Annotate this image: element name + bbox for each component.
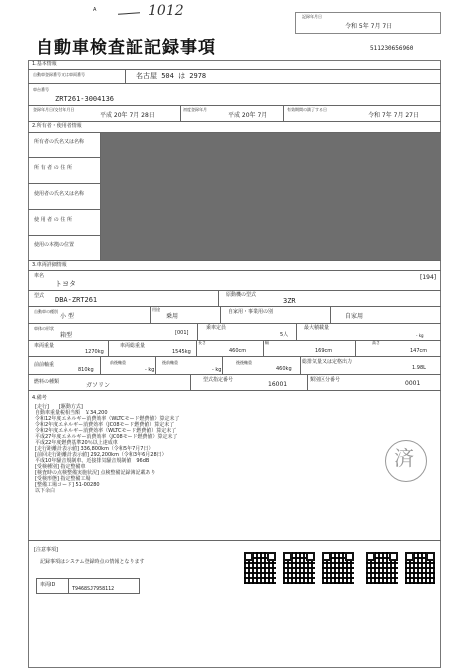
remark-line: 平成22年度燃費基準20％以上達成車	[35, 440, 118, 446]
ff-value: 810kg	[78, 367, 94, 373]
strike-mark	[118, 12, 140, 15]
model-label: 型式	[34, 293, 45, 299]
weight-label: 車両重量	[34, 343, 55, 349]
rr-label: 後後軸重	[236, 360, 252, 365]
remark-line: [走行距離計表示値] 336,800km（令和5年7月7日）	[35, 446, 154, 452]
remark-line: [前回走行距離計表示値] 292,200km（令和3年6月28日）	[35, 452, 167, 458]
gross-label: 車両総重量	[120, 343, 146, 349]
owner-row-1: 所有者の氏名又は名称	[34, 139, 85, 145]
first-reg-value: 平成 20年 7月 28日	[100, 112, 155, 119]
max-load-label: 最大積載量	[304, 325, 330, 331]
remark-line: [受検形態] 指定整備工場	[35, 476, 91, 482]
remark-line: [走行] [駆動方式]	[35, 404, 83, 410]
rr-value: 460kg	[276, 366, 292, 372]
remark-line: [整備工場コード] 51-00280	[35, 482, 100, 488]
expiry-label: 有効期間の満了する日	[287, 107, 327, 112]
first-year-value: 平成 20年 7月	[228, 112, 268, 119]
rf-label: 後前軸重	[162, 360, 178, 365]
body-label: 車体の形状	[34, 326, 54, 331]
width-value: 169cm	[315, 348, 333, 354]
fuel-label: 燃料の種類	[34, 379, 60, 385]
rf-value: - kg	[212, 367, 222, 373]
small-mark: A	[93, 7, 97, 13]
car-id-value: T9468SJ7958112	[72, 586, 115, 592]
type-num-label: 型式指定番号	[203, 377, 234, 383]
remark-line: 令和2年度エネルギー消費効率（JC08モード燃費値）算定未了	[35, 422, 175, 428]
qr-code-5	[405, 552, 435, 584]
length-value: 460cm	[229, 348, 247, 354]
weight-value: 1270kg	[85, 349, 104, 355]
qr-code-4	[366, 552, 398, 584]
remark-line: [受検種別] 指定整備車	[35, 464, 86, 470]
class-num-label: 類別区分番号	[310, 377, 341, 383]
first-year-label: 初度登録年月	[183, 107, 207, 112]
fr-label: 前後軸重	[110, 360, 126, 365]
qr-code-1	[244, 552, 276, 584]
reg-value: 名古屋 504 は 2978	[136, 72, 207, 80]
section-owner-title: 2.所有者・使用者情報	[32, 123, 82, 129]
biz-value: 自家用	[345, 313, 364, 320]
section-vehicle-title: 3.車両詳細情報	[32, 262, 67, 268]
engine-label: 原動機の型式	[226, 292, 257, 298]
record-date-label: 記録年月日	[302, 14, 322, 19]
remark-line: 自動車重量税相当額 ￥34,200	[35, 410, 108, 416]
redacted-owner-info	[101, 133, 441, 260]
section-basic-title: 1.基本情報	[32, 61, 57, 67]
owner-row-5: 使用の本拠の位置	[34, 242, 75, 248]
stamp-char: 済	[394, 446, 414, 470]
class-num-value: 0001	[405, 380, 421, 387]
qr-code-2	[283, 552, 315, 584]
biz-label: 自家用・事業用の別	[228, 309, 274, 315]
vin-label: 車台番号	[33, 87, 49, 92]
body-value: 箱型	[60, 332, 73, 339]
remark-line: [検査時の点検整備実施状況] 点検整備記録簿記載あり	[35, 470, 156, 476]
doc-number: 511230656960	[370, 45, 414, 52]
capacity-value: 5人	[280, 332, 289, 338]
notes-title: [注意事項]	[34, 547, 58, 553]
length-label: 長さ	[198, 340, 206, 345]
handwritten-number: 1012	[148, 3, 184, 19]
expiry-value: 令和 7年 7月 27日	[368, 112, 419, 119]
notes-text: 記録事項はシステム登録時点の情報となります	[40, 559, 145, 565]
first-reg-label: 登録年月日/交付年月日	[33, 107, 75, 112]
fuel-value: ガソリン	[86, 382, 111, 389]
remark-line: 平成27年度エネルギー消費効率（JC08モード燃費値）算定未了	[35, 434, 178, 440]
capacity-label: 乗車定員	[206, 325, 227, 331]
kind-value: 小 型	[60, 313, 74, 320]
remark-line: 平成10年騒音規制車、近接排気騒音規制値 96dB	[35, 458, 150, 464]
model-value: DBA-ZRT261	[55, 296, 98, 304]
vin-value: ZRT261-3004136	[55, 95, 115, 103]
height-value: 147cm	[410, 348, 428, 354]
use-label: 用途	[152, 307, 160, 312]
ff-label: 前前軸重	[34, 362, 55, 368]
remark-line: 令和12年度エネルギー消費効率（WLTCモード燃費値）算定未了	[35, 416, 180, 422]
engine-value: 3ZR	[283, 297, 296, 305]
section-remarks-title: 4.備考	[32, 395, 47, 401]
record-date: 令和 5年 7月 7日	[345, 23, 393, 30]
maker-code: [194]	[420, 274, 437, 281]
owner-row-3: 使用者の氏名又は名称	[34, 191, 85, 197]
width-label: 幅	[265, 340, 269, 345]
kind-label: 自動車の種別	[34, 309, 58, 314]
maker-label: 車名	[34, 273, 45, 279]
qr-code-3	[322, 552, 354, 584]
gross-value: 1545kg	[172, 349, 191, 355]
remark-line: 以下余白	[35, 488, 56, 494]
reg-label: 自動車登録番号又は車両番号	[33, 72, 85, 77]
max-load-value: - kg	[416, 333, 424, 338]
height-label: 高さ	[372, 340, 380, 345]
use-value: 乗用	[166, 313, 179, 320]
displacement-value: 1.98L	[412, 365, 426, 371]
remark-line: 令和2年度エネルギー消費効率（WLTCモード燃費値）算定未了	[35, 428, 177, 434]
type-num-value: 16001	[268, 381, 288, 388]
maker-value: トヨタ	[55, 280, 76, 288]
owner-row-4: 使 用 者 の 住 所	[34, 217, 72, 223]
displacement-label: 総排気量又は定格出力	[302, 359, 353, 365]
car-id-label: 車両ID	[40, 582, 56, 588]
fr-value: - kg	[145, 367, 155, 373]
body-code: [001]	[175, 330, 189, 336]
owner-row-2: 所 有 者 の 住 所	[34, 165, 72, 171]
page-title: 自動車検査証記録事項	[36, 38, 216, 58]
